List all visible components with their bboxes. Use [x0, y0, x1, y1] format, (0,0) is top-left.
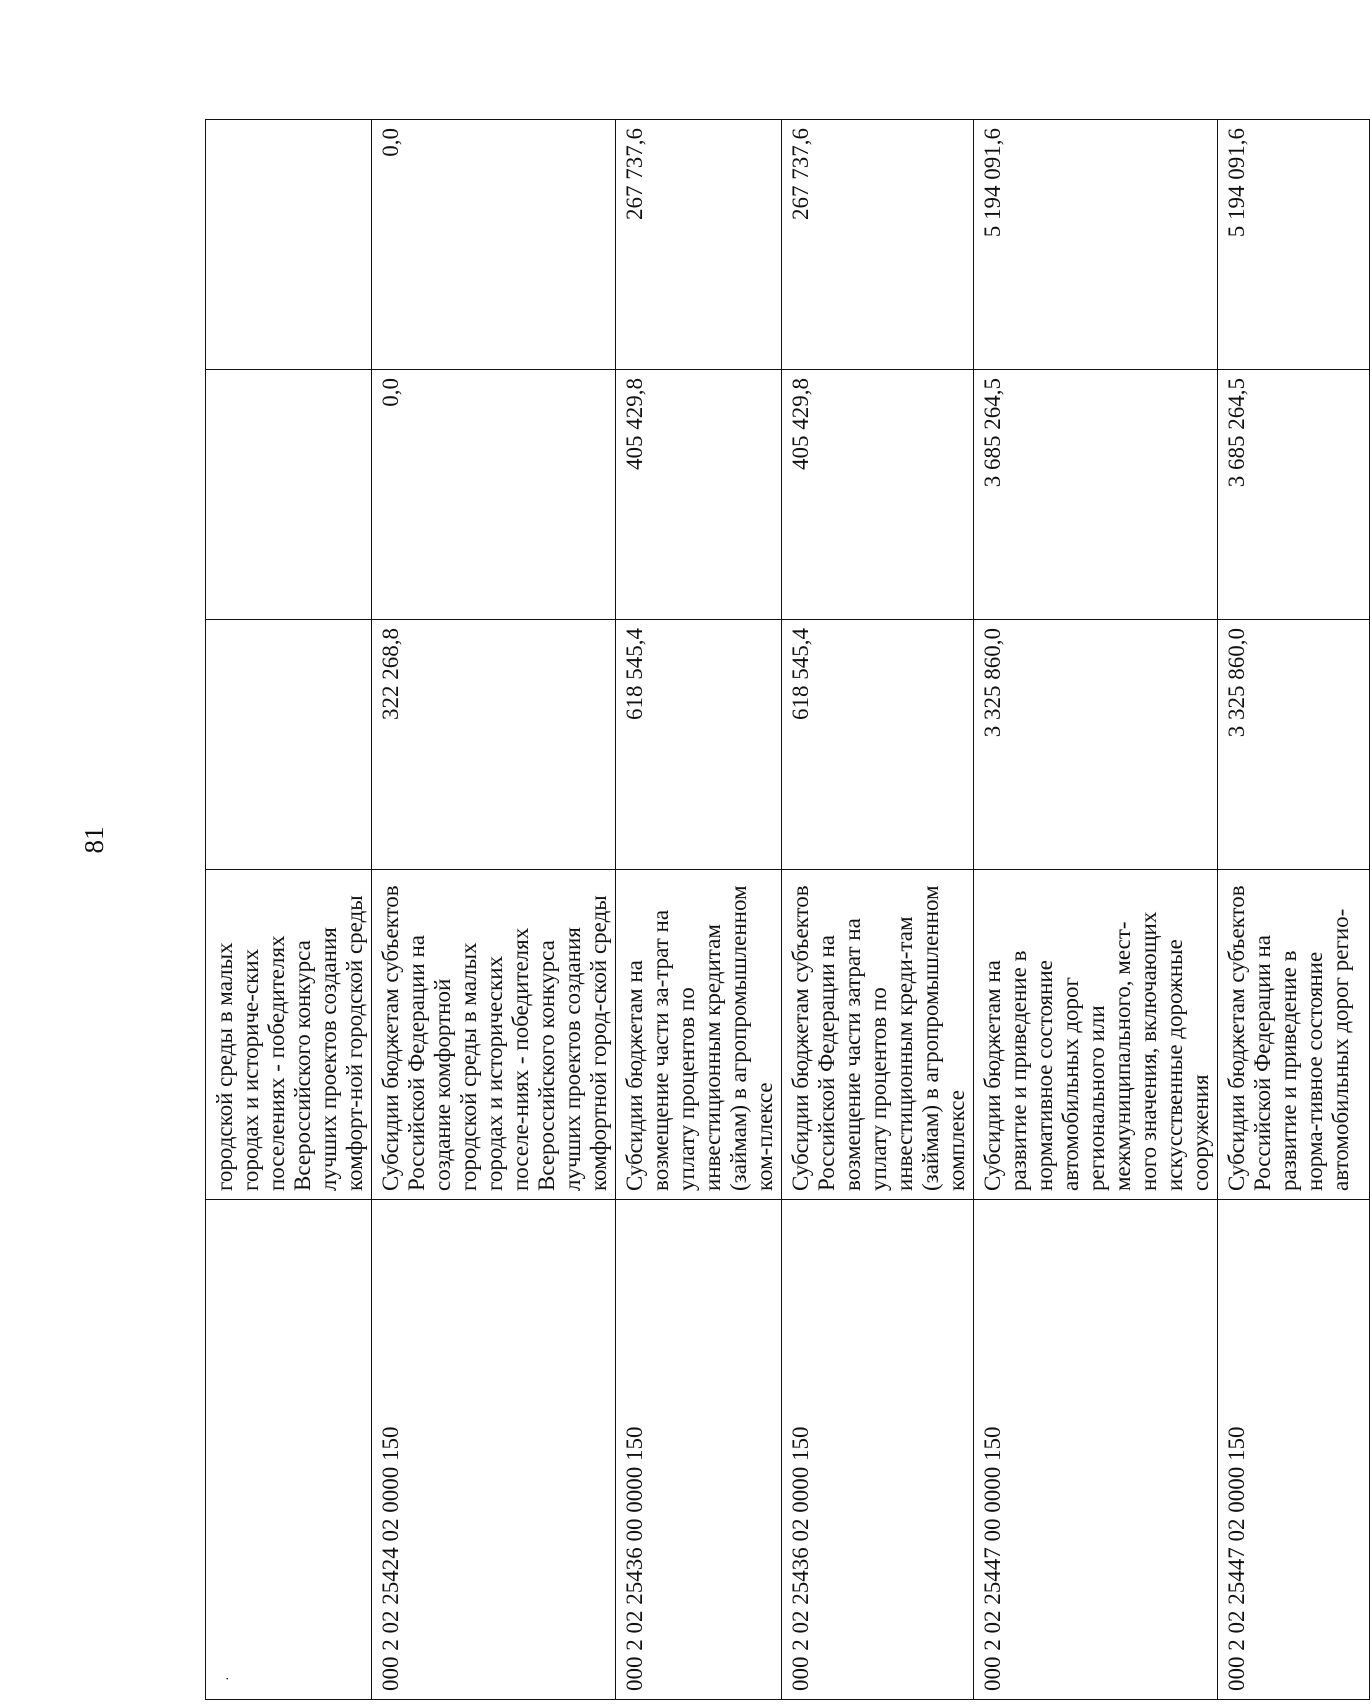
amount-cell-1: 3 325 860,0 — [1218, 620, 1370, 870]
description-cell: Субсидии бюджетам субъектов Российской Федерации на развитие и приведение в норма-тивное состояние автомобильных дорог регио- — [1218, 870, 1370, 1200]
table-row — [782, 120, 974, 1700]
amount-cell-1: 322 268,8 — [372, 620, 616, 870]
amount-cell-3 — [206, 120, 372, 370]
budget-code-cell: 000 2 02 25447 02 0000 150 — [1218, 1200, 1370, 1700]
amount-cell-2: 3 685 264,5 — [974, 370, 1218, 620]
budget-code-cell — [206, 1200, 372, 1700]
amount-cell-3: 5 194 091,6 — [974, 120, 1218, 370]
amount-cell-2 — [206, 370, 372, 620]
budget-code-cell: 000 2 02 25436 00 0000 150 — [616, 1200, 782, 1700]
amount-cell-3: 267 737,6 — [782, 120, 974, 370]
table-row — [1218, 120, 1370, 1700]
budget-code-cell: 000 2 02 25447 00 0000 150 — [974, 1200, 1218, 1700]
amount-cell-1: 618 545,4 — [616, 620, 782, 870]
description-cell: Субсидии бюджетам на возмещение части за-трат на уплату процентов по инвестиционным кредитам (займам) в агропромышленном ком-плексе — [616, 870, 782, 1200]
amount-cell-2: 405 429,8 — [782, 370, 974, 620]
budget-code-cell: 000 2 02 25436 02 0000 150 — [782, 1200, 974, 1700]
budget-table-frame — [205, 120, 1353, 1700]
amount-cell-2: 405 429,8 — [616, 370, 782, 620]
amount-cell-1 — [206, 620, 372, 870]
amount-cell-1: 618 545,4 — [782, 620, 974, 870]
description-cell: Субсидии бюджетам субъектов Российской Федерации на возмещение части затрат на уплату процентов по инвестиционным креди-там (займам) в агропромышленном комплексе — [782, 870, 974, 1200]
table-row — [372, 120, 616, 1700]
budget-code-cell: 000 2 02 25424 02 0000 150 — [372, 1200, 616, 1700]
amount-cell-2: 0,0 — [372, 370, 616, 620]
table-row — [206, 120, 372, 1700]
table-row — [616, 120, 782, 1700]
description-cell: Субсидии бюджетам субъектов Российской Федерации на создание комфортной городской среды в малых городах и исторических поселе-ниях - победителях Всероссийского конкурса лучших проектов создания комфортной город-ской среды — [372, 870, 616, 1200]
amount-cell-2: 3 685 264,5 — [1218, 370, 1370, 620]
amount-cell-1: 3 325 860,0 — [974, 620, 1218, 870]
amount-cell-3: 5 194 091,6 — [1218, 120, 1370, 370]
amount-cell-3: 267 737,6 — [616, 120, 782, 370]
page-number: 81 — [79, 826, 109, 854]
description-cell: Субсидии бюджетам на развитие и приведение в нормативное состояние автомобильных дорог регионального или межмуниципального, мест-ного значения, включающих искусственные дорожные сооружения — [974, 870, 1218, 1200]
budget-revenue-table — [205, 119, 1370, 1700]
description-cell: городской среды в малых городах и историче-ских поселениях - победителях Всероссийского конкурса лучших проектов создания комфорт-ной городской среды — [206, 870, 372, 1200]
amount-cell-3: 0,0 — [372, 120, 616, 370]
scan-mark: · — [221, 1676, 236, 1681]
table-row — [974, 120, 1218, 1700]
